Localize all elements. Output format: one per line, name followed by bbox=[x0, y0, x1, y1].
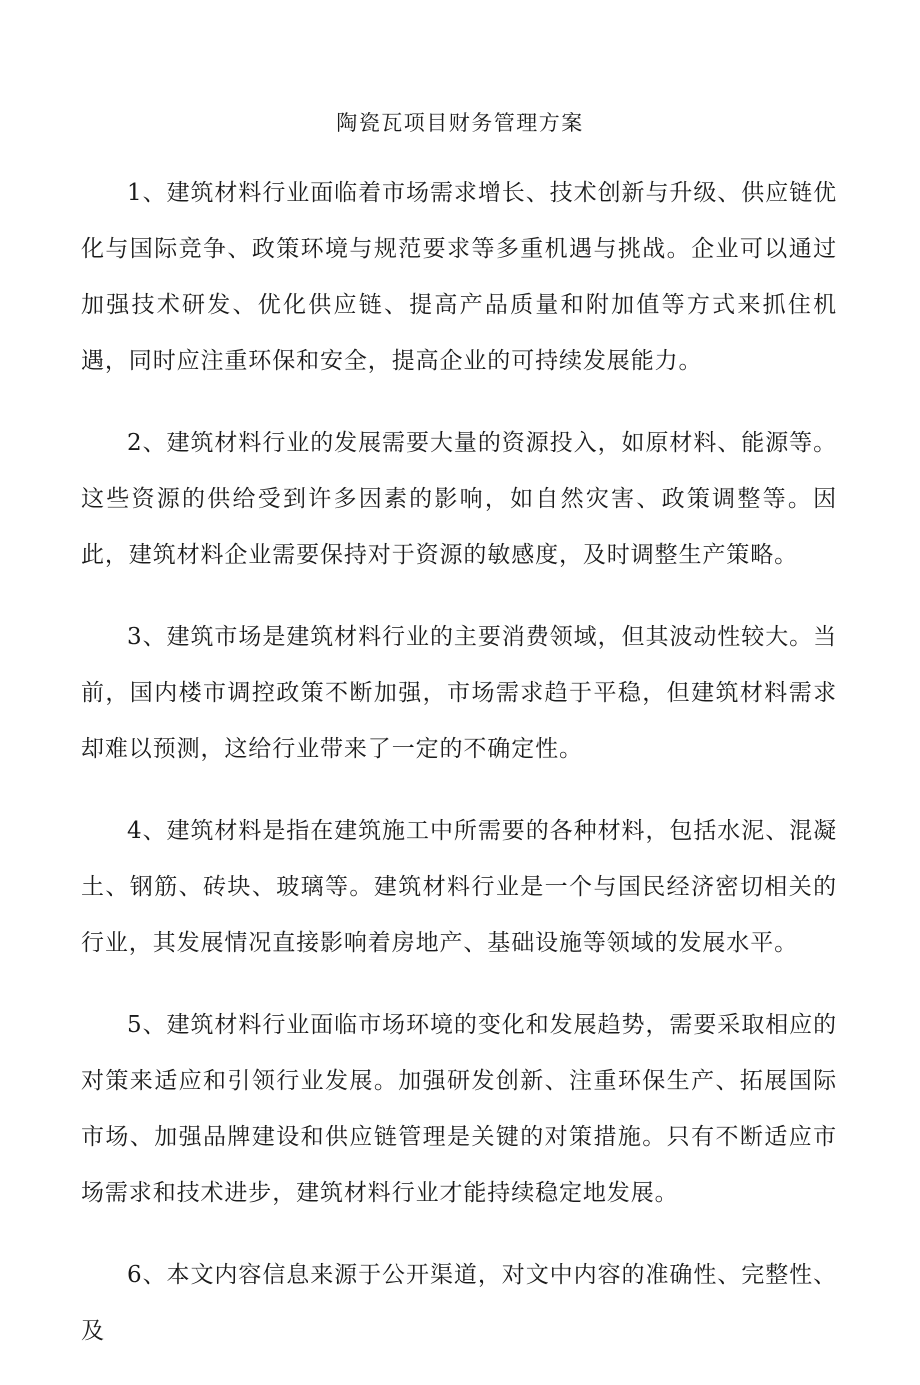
paragraph-2: 2、建筑材料行业的发展需要大量的资源投入，如原材料、能源等。这些资源的供给受到许多因素的影响，如自然灾害、政策调整等。因此，建筑材料企业需要保持对于资源的敏感度，及时调整生产策略。 bbox=[81, 430, 837, 568]
paragraph-6: 6、本文内容信息来源于公开渠道，对文中内容的准确性、完整性、及 bbox=[81, 1262, 837, 1344]
paragraph-1: 1、建筑材料行业面临着市场需求增长、技术创新与升级、供应链优化与国际竞争、政策环境与规范要求等多重机遇与挑战。企业可以通过加强技术研发、优化供应链、提高产品质量和附加值等方式来抓住机遇，同时应注重环保和安全，提高企业的可持续发展能力。 bbox=[81, 180, 837, 374]
paragraph-3: 3、建筑市场是建筑材料行业的主要消费领域，但其波动性较大。当前，国内楼市调控政策不断加强，市场需求趋于平稳，但建筑材料需求却难以预测，这给行业带来了一定的不确定性。 bbox=[81, 624, 837, 762]
document-body bbox=[81, 165, 837, 1385]
document-title: 陶瓷瓦项目财务管理方案 bbox=[336, 111, 584, 135]
paragraph-5: 5、建筑材料行业面临市场环境的变化和发展趋势，需要采取相应的对策来适应和引领行业发展。加强研发创新、注重环保生产、拓展国际市场、加强品牌建设和供应链管理是关键的对策措施。只有不断适应市场需求和技术进步，建筑材料行业才能持续稳定地发展。 bbox=[81, 1012, 837, 1206]
paragraph-4: 4、建筑材料是指在建筑施工中所需要的各种材料，包括水泥、混凝土、钢筋、砖块、玻璃等。建筑材料行业是一个与国民经济密切相关的行业，其发展情况直接影响着房地产、基础设施等领域的发展水平。 bbox=[81, 818, 837, 956]
